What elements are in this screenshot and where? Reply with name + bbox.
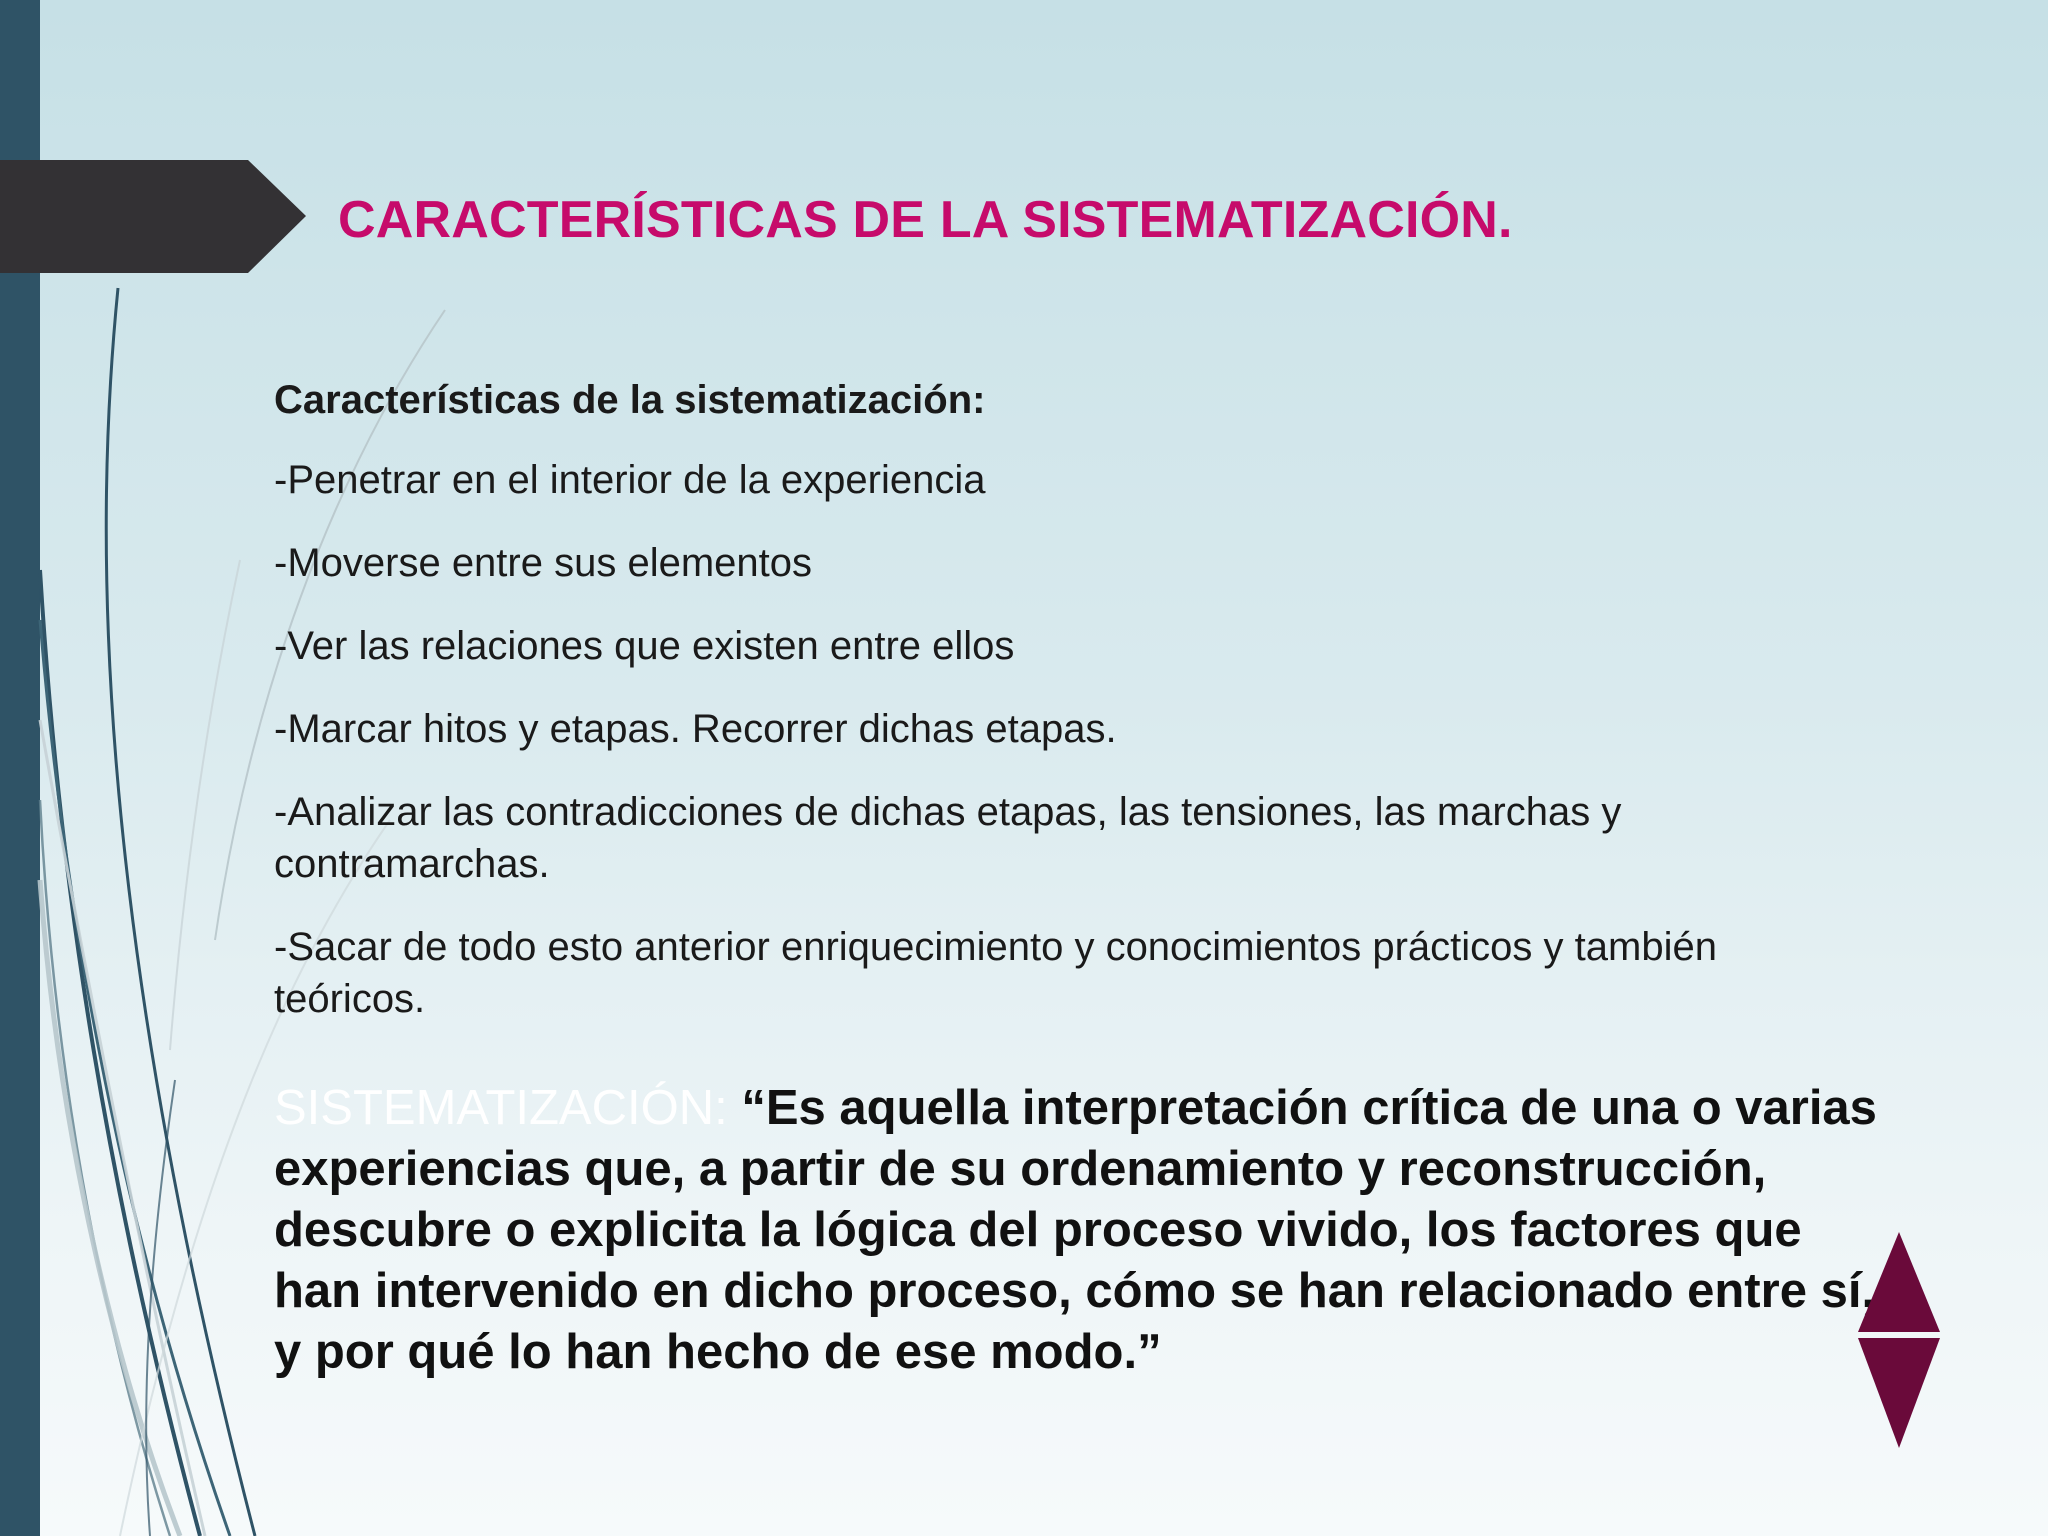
definition-text: “Es aquella interpretación crítica de una o varias experiencias que, a partir de su ordenamiento y reconstrucción, descubre o explicita la lógica del proceso vivido, los factores que han intervenido en dicho proceso, cómo se han relacionado entre sí, y por qué lo han hecho de ese modo.” (274, 1081, 1877, 1379)
list-item: -Ver las relaciones que existen entre ellos (274, 624, 1015, 668)
slide-title: CARACTERÍSTICAS DE LA SISTEMATIZACIÓN. (338, 191, 1513, 249)
triangle-up-icon[interactable] (1858, 1232, 1940, 1332)
title-arrow-tab (0, 160, 306, 273)
list-item: -Analizar las contradicciones de dichas etapas, las tensiones, las marchas y contramarchas. (274, 790, 1622, 886)
definition-label: SISTEMATIZACIÓN: (274, 1081, 728, 1135)
definition-paragraph (274, 1078, 1884, 1383)
characteristics-list (274, 454, 1834, 1025)
list-item: -Sacar de todo esto anterior enriquecimiento y conocimientos prácticos y también teóricos. (274, 925, 1717, 1021)
slide-navigation (1858, 1232, 1940, 1448)
list-item: -Penetrar en el interior de la experiencia (274, 458, 986, 502)
list-item: -Moverse entre sus elementos (274, 541, 813, 585)
subheading: Características de la sistematización: (274, 378, 986, 422)
list-item: -Marcar hitos y etapas. Recorrer dichas etapas. (274, 707, 1117, 751)
content-block (274, 376, 1834, 1056)
triangle-down-icon[interactable] (1858, 1332, 1940, 1448)
